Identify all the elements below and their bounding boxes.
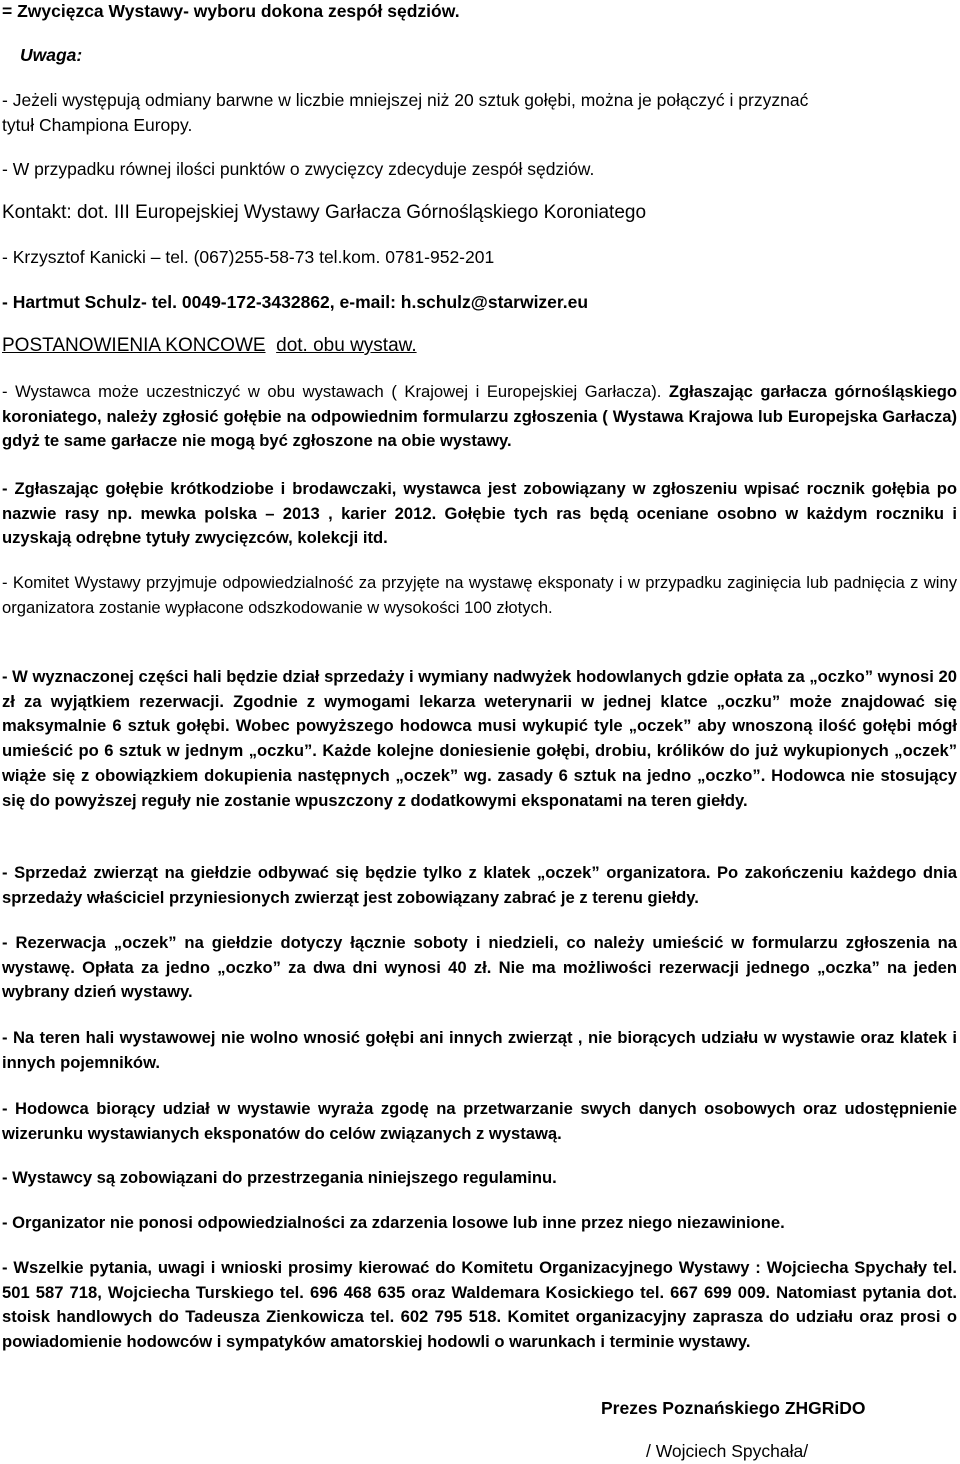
paragraph-liability: - Komitet Wystawy przyjmuje odpowiedzialność za przyjęte na wystawę eksponaty i w przypadku zaginięcia lub padnięcia z winy organizatora zostanie wypłacone odszkodowanie w wysokości 100 złotych. [2,573,957,617]
note-1-line2: tytuł Championa Europy. [2,115,193,135]
section-heading-main: POSTANOWIENIA KONCOWE [2,335,266,356]
paragraph-short-beaks: - Zgłaszając gołębie krótkodziobe i brodawczaki, wystawca jest zobowiązany w zgłoszeniu wpisać rocznik gołębia po nazwie rasy np. mewka polska – 2013 , karier 2012. Gołębie tych ras będą oceniane osobno w każdym roczniku i uzyskają odrębne tytuły zwycięzców, kolekcji itd. [2,479,957,548]
paragraph-liability-random: - Organizator nie ponosi odpowiedzialności za zdarzenia losowe lub inne przez niego niezawinione. [2,1213,785,1232]
note-label: Uwaga: [20,45,83,65]
note-1-line1: - Jeżeli występują odmiany barwne w liczbie mniejszej niż 20 sztuk gołębi, można je połączyć i przyznać [2,90,809,110]
signature-name: / Wojciech Spychała/ [646,1441,809,1461]
note-2: - W przypadku równej ilości punktów o zwycięzcy zdecyduje zespół sędziów. [2,159,595,179]
winner-line: = Zwycięzca Wystawy- wyboru dokona zespół sędziów. [2,1,460,21]
paragraph-both-shows: - Wystawca może uczestniczyć w obu wystawach ( Krajowej i Europejskiej Garłacza). Zgłaszając garłacza górnośląskiego koroniatego, należy zgłosić gołębie na odpowiednim formularzu zgłoszenia ( Wystawa Krajowa lub Europejska Garłacza) gdyż te same garłacze nie mogą być zgłoszone na obie wystawy. [2,382,957,451]
paragraph-rules: - Wystawcy są zobowiązani do przestrzegania niniejszego regulaminu. [2,1168,557,1187]
paragraph-contacts: - Wszelkie pytania, uwagi i wnioski prosimy kierować do Komitetu Organizacyjnego Wystawy : Wojciecha Spychały tel. 501 587 718, Wojciecha Turskiego tel. 696 468 635 oraz Waldemara Kosickiego tel. 667 699 009. Natomiast pytania dot. stoisk handlowych do Tadeusza Zienkowicza tel. 602 795 518. Komitet organizacyjny zaprasza do udziału oraz prosi o powiadomienie hodowców i sympatyków amatorskiej hodowli o warunkach i terminie wystawy. [2,1258,957,1352]
section-heading [2,335,417,357]
contact-schulz: - Hartmut Schulz- tel. 0049-172-3432862, e-mail: h.schulz@starwizer.eu [2,292,589,312]
contact-heading: Kontakt: dot. III Europejskiej Wystawy Garłacza Górnośląskiego Koroniatego [2,202,647,223]
paragraph-data-consent: - Hodowca biorący udział w wystawie wyraża zgodę na przetwarzanie swych danych osobowych oraz udostępnienie wizerunku wystawianych eksponatów do celów związanych z wystawą. [2,1099,957,1143]
paragraph-no-animals: - Na teren hali wystawowej nie wolno wnosić gołębi ani innych zwierząt , nie biorących udziału w wystawie oraz klatek i innych pojemników. [2,1028,957,1072]
paragraph-sales-cages: - Sprzedaż zwierząt na giełdzie odbywać się będzie tylko z klatek „oczek” organizatora. Po zakończeniu każdego dnia sprzedaży właściciel przyniesionych zwierząt jest zobowiązany zabrać je z terenu giełdy. [2,863,957,907]
section-heading-tail: dot. obu wystaw. [276,335,417,356]
signature-title: Prezes Poznańskiego ZHGRiDO [601,1398,866,1418]
contact-kanicki: - Krzysztof Kanicki – tel. (067)255-58-73 tel.kom. 0781-952-201 [2,247,495,267]
paragraph-sales-area: - W wyznaczonej części hali będzie dział sprzedaży i wymiany nadwyżek hodowlanych gdzie opłata za „oczko” wynosi 20 zł za wyjątkiem rezerwacji. Zgodnie z wymogami lekarza weterynarii w jednej klatce „oczku” może znajdować się maksymalnie 6 sztuk gołębi. Wobec powyższego hodowca musi wykupić tyle „oczek” aby wnoszoną ilość gołębi mógł umieścić po 6 sztuk w jednym „oczku”. Każde kolejne doniesienie gołębi, drobiu, królików do już wykupionych „oczek” wiąże się z obowiązkiem dokupienia następnych „oczek” wg. zasady 6 sztuk na jedno „oczko”. Hodowca nie stosujący się do powyższej reguły nie zostanie wpuszczony z dodatkowymi eksponatami na teren giełdy. [2,667,957,810]
paragraph-reservation: - Rezerwacja „oczek” na giełdzie dotyczy łącznie soboty i niedzieli, co należy umieścić w formularzu zgłoszenia na wystawę. Opłata za jedno „oczko” za dwa dni wynosi 40 zł. Nie ma możliwości rezerwacji jednego „oczka” na jeden wybrany dzień wystawy. [2,933,957,1002]
